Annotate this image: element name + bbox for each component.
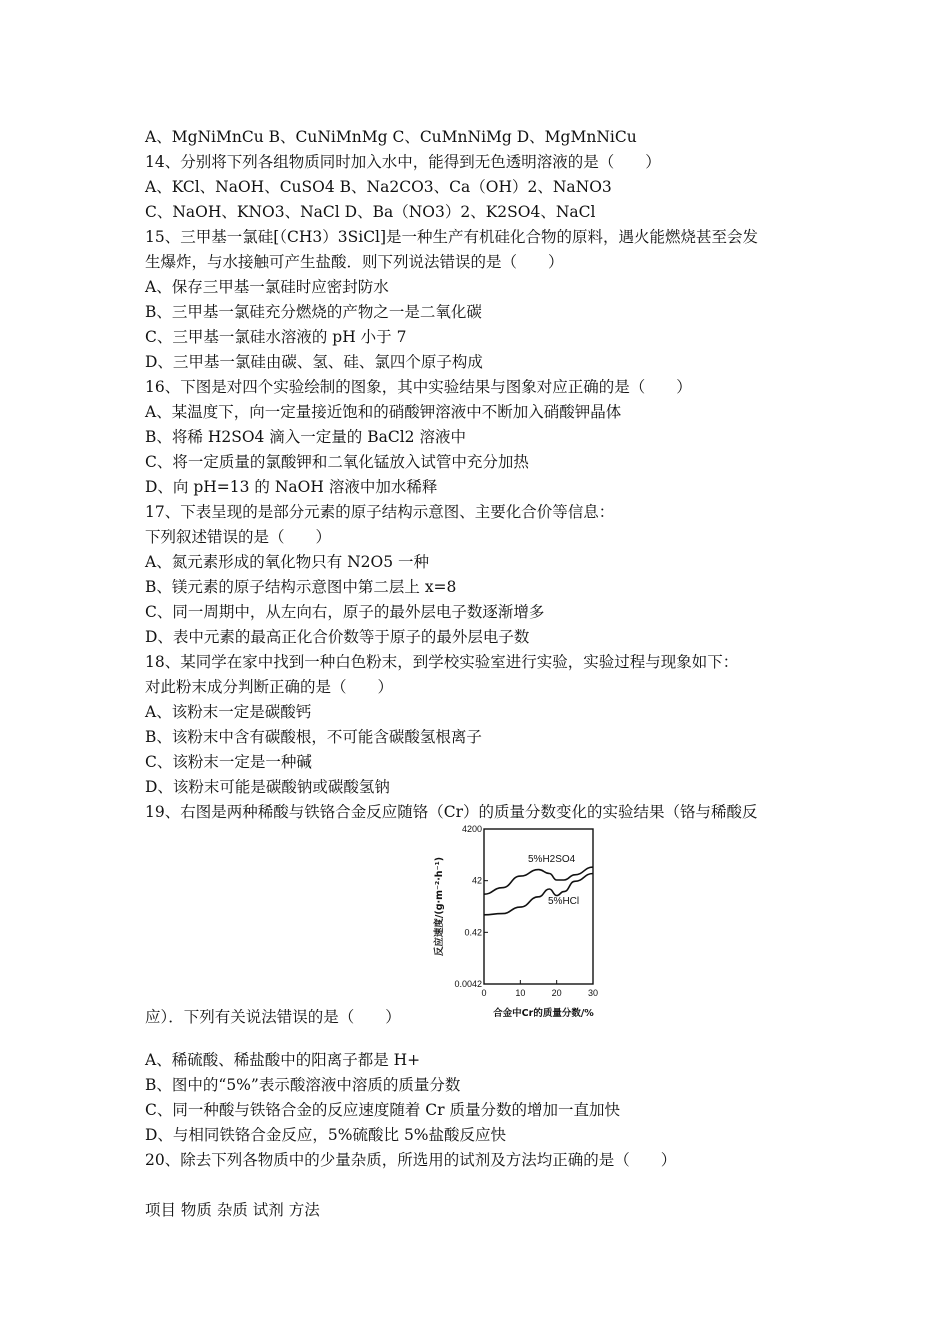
- text-line: A、某温度下，向一定量接近饱和的硝酸钾溶液中不断加入硝酸钾晶体: [145, 403, 622, 421]
- question-14: 14、分别将下列各组物质同时加入水中，能得到无色透明溶液的是（ ）: [145, 153, 661, 171]
- x-tick-label: 20: [551, 988, 562, 998]
- text-line: B、该粉末中含有碳酸根，不可能含碳酸氢根离子: [145, 728, 482, 746]
- text-line: A、稀硫酸、稀盐酸中的阳离子都是 H+: [145, 1051, 421, 1069]
- x-tick-label: 30: [587, 988, 599, 998]
- text-line: 应）．下列有关说法错误的是（ ）: [145, 1008, 401, 1026]
- text-line: 下列叙述错误的是（ ）: [145, 528, 332, 546]
- x-tick-label: 10: [515, 988, 526, 998]
- text-line: C、该粉末一定是一种碱: [145, 753, 312, 771]
- text-line: C、同一周期中，从左向右，原子的最外层电子数逐渐增多: [145, 603, 545, 621]
- text-line: D、与相同铁铬合金反应，5%硫酸比 5%盐酸反应快: [145, 1126, 507, 1144]
- text-line: 生爆炸，与水接触可产生盐酸．则下列说法错误的是（ ）: [145, 253, 564, 271]
- text-line: C、NaOH、KNO3、NaCl D、Ba（NO3）2、K2SO4、NaCl: [145, 203, 596, 221]
- y-tick-label: 0.42: [464, 927, 482, 938]
- x-tick-label: 0: [481, 988, 487, 998]
- text-line: A、KCl、NaOH、CuSO4 B、Na2CO3、Ca（OH）2、NaNO3: [145, 178, 612, 196]
- x-axis-title: 合金中Cr的质量分数/%: [493, 1008, 594, 1019]
- text-line: B、三甲基一氯硅充分燃烧的产物之一是二氧化碳: [145, 303, 482, 321]
- question-17: 17、下表呈现的是部分元素的原子结构示意图、主要化合价等信息：: [145, 503, 615, 521]
- text-line: 对此粉末成分判断正确的是（ ）: [145, 678, 394, 696]
- text-line: D、向 pH=13 的 NaOH 溶液中加水稀释: [145, 478, 438, 496]
- text-line: A、氮元素形成的氧化物只有 N2O5 一种: [145, 553, 430, 571]
- table-header-text: 项目 物质 杂质 试剂 方法: [145, 1201, 320, 1219]
- text-line: C、三甲基一氯硅水溶液的 pH 小于 7: [145, 328, 407, 346]
- series-line-hcl: [484, 874, 593, 915]
- text-line: D、该粉末可能是碳酸钠或碳酸氢钠: [145, 778, 390, 796]
- text-line: C、同一种酸与铁铬合金的反应速度随着 Cr 质量分数的增加一直加快: [145, 1101, 620, 1119]
- question-15: 15、三甲基一氯硅[（CH3）3SiCl]是一种生产有机硅化合物的原料，遇火能燃烧甚至会发: [145, 228, 759, 246]
- text-line: B、将稀 H2SO4 滴入一定量的 BaCl2 溶液中: [145, 428, 466, 446]
- question-20: 20、除去下列各物质中的少量杂质，所选用的试剂及方法均正确的是（ ）: [145, 1151, 677, 1169]
- text-line: D、三甲基一氯硅由碳、氢、硅、氯四个原子构成: [145, 353, 483, 371]
- text-line: C、将一定质量的氯酸钾和二氧化锰放入试管中充分加热: [145, 453, 529, 471]
- text-line: A、保存三甲基一氯硅时应密封防水: [145, 278, 389, 296]
- y-axis-title: 反应速度/(g·m⁻²·h⁻¹): [434, 856, 445, 957]
- text-line: D、表中元素的最高正化合价数等于原子的最外层电子数: [145, 628, 530, 646]
- series-label: 5%H2SO4: [528, 854, 576, 865]
- reaction-rate-chart: [428, 824, 613, 1024]
- text-line: A、该粉末一定是碳酸钙: [145, 703, 312, 721]
- question-16: 16、下图是对四个实验绘制的图象，其中实验结果与图象对应正确的是（ ）: [145, 378, 692, 396]
- text-line: B、镁元素的原子结构示意图中第二层上 x=8: [145, 578, 457, 596]
- text-line: A、MgNiMnCu B、CuNiMnMg C、CuMnNiMg D、MgMnNiCu: [145, 128, 637, 146]
- chart-svg: [428, 824, 613, 1024]
- text-line: B、图中的“5%”表示酸溶液中溶质的质量分数: [145, 1076, 461, 1094]
- question-19: 19、右图是两种稀酸与铁铬合金反应随铬（Cr）的质量分数变化的实验结果（铬与稀酸反: [145, 803, 758, 821]
- y-tick-label: 42: [471, 875, 482, 886]
- y-tick-label: 4200: [461, 824, 482, 834]
- y-tick-label: 0.0042: [454, 979, 482, 989]
- series-label: 5%HCl: [548, 896, 580, 907]
- question-18: 18、某同学在家中找到一种白色粉末，到学校实验室进行实验，实验过程与现象如下：: [145, 653, 739, 671]
